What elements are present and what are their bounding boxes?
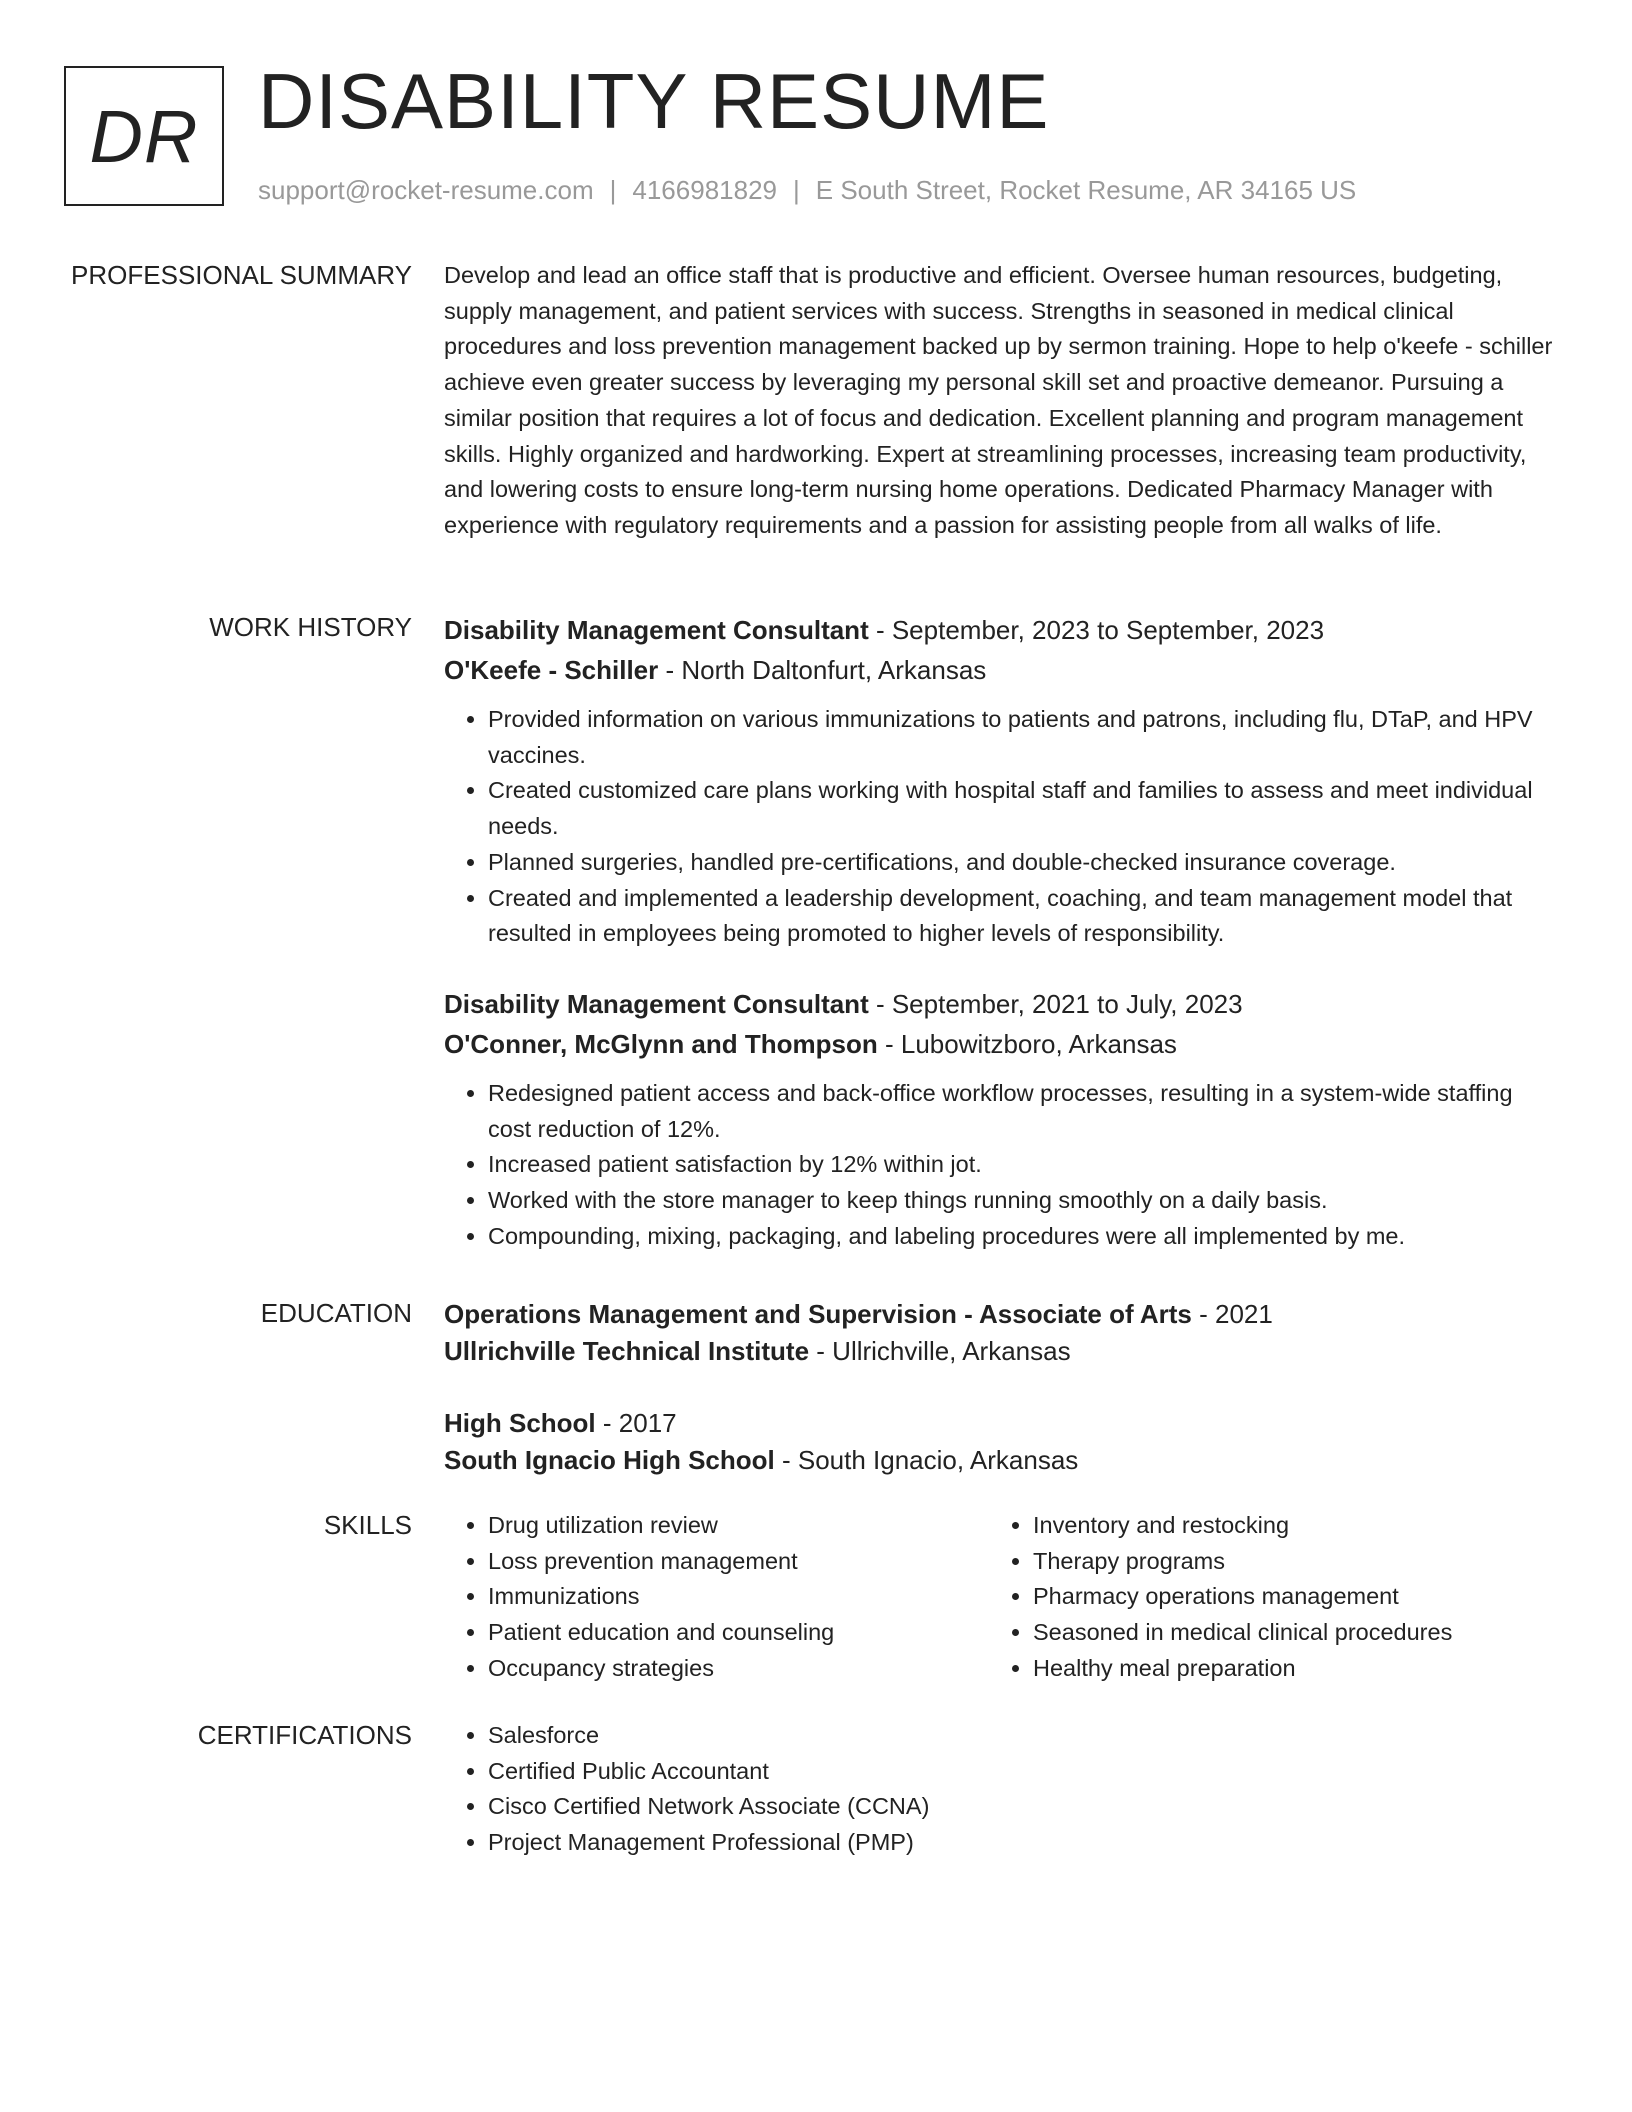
- degree-line: [444, 1405, 1554, 1442]
- skills-column-left: [444, 1508, 989, 1687]
- degree-line: [444, 1296, 1554, 1333]
- list-item: • Occupancy strategies: [488, 1651, 989, 1687]
- contact-address: E South Street, Rocket Resume, AR 34165 US: [815, 175, 1357, 205]
- job-duties-list: [444, 702, 1554, 952]
- skills-column-right: [989, 1508, 1534, 1687]
- list-item: • Patient education and counseling: [488, 1615, 989, 1651]
- job-company: O'Conner, McGlynn and Thompson: [444, 1028, 878, 1059]
- skills-heading: SKILLS: [323, 1510, 412, 1540]
- job-dates: - September, 2021 to July, 2023: [868, 988, 1243, 1019]
- summary-body: [444, 258, 1554, 544]
- school-line: [444, 1333, 1554, 1370]
- education-heading: EDUCATION: [260, 1298, 412, 1328]
- summary-text: Develop and lead an office staff that is productive and efficient. Oversee human resources, budgeting, supply management, and patient services with success. Strengths in seasoned in medical clinical procedures and loss prevention management backed up by sermon training. Hope to help o'keefe - schiller achieve even greater success by leveraging my personal skill set and proactive demeanor. Pursuing a similar position that requires a lot of focus and dedication. Excellent planning and program management skills. Highly organized and hardworking. Expert at streamlining processes, increasing team productivity, and lowering costs to ensure long-term nursing home operations. Dedicated Pharmacy Manager with experience with regulatory requirements and a passion for assisting people from all walks of life.: [444, 262, 1553, 538]
- list-item: • Salesforce: [488, 1718, 1554, 1754]
- education-entry: [444, 1405, 1554, 1479]
- list-item: • Therapy programs: [1033, 1544, 1534, 1580]
- contact-phone: 4166981829: [632, 175, 777, 205]
- list-item: • Drug utilization review: [488, 1508, 989, 1544]
- job-position: Disability Management Consultant: [444, 615, 869, 645]
- degree-name: Operations Management and Supervision - Associate of Arts: [444, 1299, 1192, 1329]
- list-item: • Seasoned in medical clinical procedures: [1033, 1615, 1534, 1651]
- school-location: - South Ignacio, Arkansas: [774, 1445, 1079, 1475]
- list-item: • Planned surgeries, handled pre-certifications, and double-checked insurance coverage.: [488, 845, 1554, 881]
- contact-email: support@rocket-resume.com: [258, 175, 594, 205]
- list-item: • Provided information on various immunizations to patients and patrons, including flu, DTaP, and HPV vaccines.: [488, 702, 1554, 773]
- school-name: Ullrichville Technical Institute: [444, 1336, 810, 1366]
- school-name: South Ignacio High School: [444, 1445, 775, 1475]
- list-item: • Worked with the store manager to keep things running smoothly on a daily basis.: [488, 1183, 1554, 1219]
- skills-list: [444, 1508, 989, 1687]
- school-location: - Ullrichville, Arkansas: [809, 1336, 1071, 1366]
- certifications-heading: CERTIFICATIONS: [197, 1720, 412, 1750]
- degree-name: High School: [444, 1408, 596, 1438]
- list-item: • Redesigned patient access and back-office workflow processes, resulting in a system-wide staffing cost reduction of 12%.: [488, 1076, 1554, 1147]
- monogram-logo: DR: [64, 66, 224, 206]
- degree-year: - 2017: [595, 1408, 677, 1438]
- job-entry: [444, 984, 1554, 1255]
- list-item: • Created customized care plans working with hospital staff and families to assess and meet individual needs.: [488, 773, 1554, 844]
- work-history-body: [444, 610, 1554, 1254]
- list-item: • Cisco Certified Network Associate (CCNA): [488, 1789, 1554, 1825]
- skills-body: [444, 1508, 1554, 1687]
- list-item: • Pharmacy operations management: [1033, 1579, 1534, 1615]
- list-item: • Increased patient satisfaction by 12% within jot.: [488, 1147, 1554, 1183]
- job-title-line: [444, 610, 1554, 650]
- job-title-line: [444, 984, 1554, 1024]
- list-item: • Inventory and restocking: [1033, 1508, 1534, 1544]
- list-item: • Project Management Professional (PMP): [488, 1825, 1554, 1861]
- education-body: [444, 1296, 1554, 1479]
- job-location: - North Daltonfurt, Arkansas: [658, 655, 987, 685]
- certifications-list: [444, 1718, 1554, 1861]
- job-position: Disability Management Consultant: [444, 988, 869, 1019]
- job-dates: - September, 2023 to September, 2023: [868, 615, 1325, 645]
- job-entry: [444, 610, 1554, 952]
- education-entry: [444, 1296, 1554, 1370]
- job-duties-list: [444, 1076, 1554, 1255]
- degree-year: - 2021: [1191, 1299, 1273, 1329]
- contact-separator: |: [609, 175, 617, 205]
- list-item: • Compounding, mixing, packaging, and labeling procedures were all implemented by me.: [488, 1219, 1554, 1255]
- contact-line: [258, 174, 1356, 206]
- list-item: • Healthy meal preparation: [1033, 1651, 1534, 1687]
- school-line: [444, 1442, 1554, 1479]
- list-item: • Certified Public Accountant: [488, 1754, 1554, 1790]
- job-company: O'Keefe - Schiller: [444, 655, 659, 685]
- job-location: - Lubowitzboro, Arkansas: [877, 1028, 1177, 1059]
- resume-title: DISABILITY RESUME: [258, 57, 1050, 145]
- list-item: • Immunizations: [488, 1579, 989, 1615]
- job-company-line: [444, 1024, 1554, 1064]
- list-item: • Created and implemented a leadership development, coaching, and team management model that resulted in employees being promoted to higher levels of responsibility.: [488, 881, 1554, 952]
- skills-list: [989, 1508, 1534, 1687]
- summary-heading: PROFESSIONAL SUMMARY: [71, 260, 412, 290]
- certifications-body: [444, 1718, 1554, 1861]
- skills-columns: [444, 1508, 1554, 1687]
- job-company-line: [444, 650, 1554, 690]
- work-history-heading: WORK HISTORY: [209, 612, 412, 642]
- list-item: • Loss prevention management: [488, 1544, 989, 1580]
- contact-separator: |: [793, 175, 800, 205]
